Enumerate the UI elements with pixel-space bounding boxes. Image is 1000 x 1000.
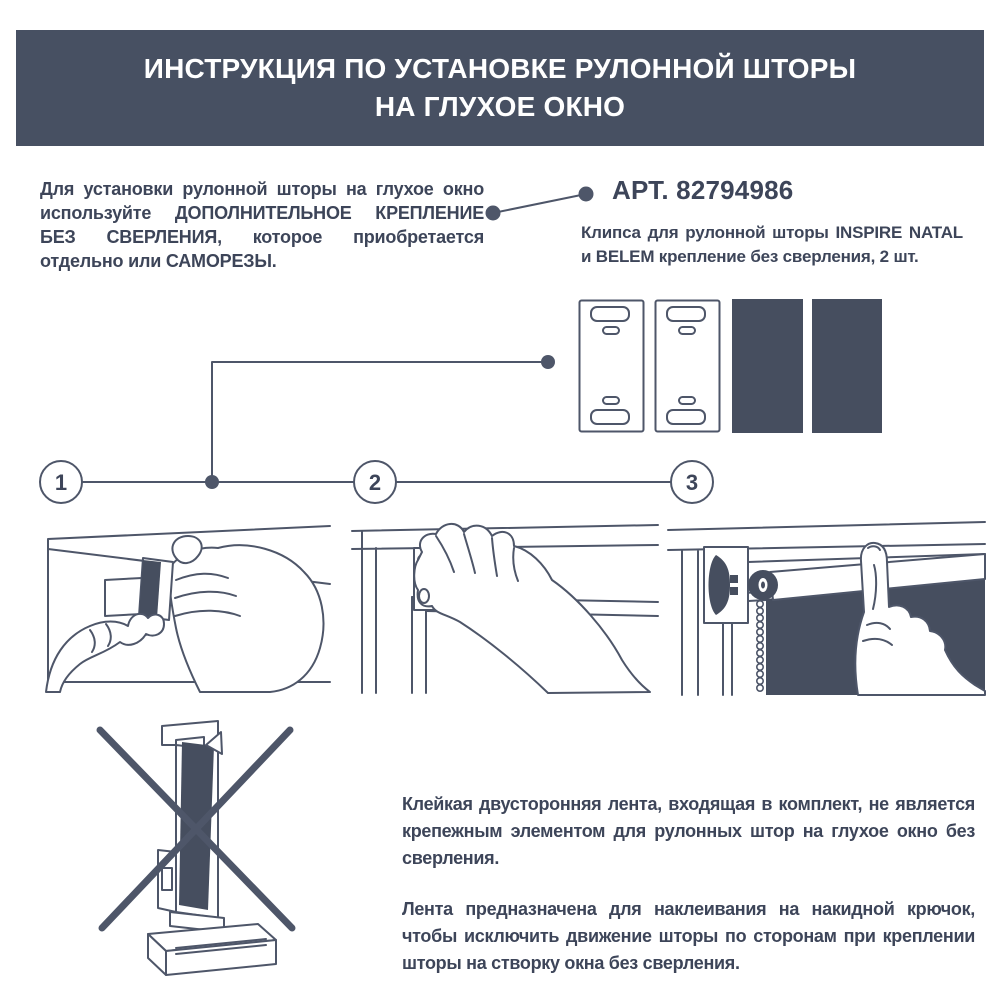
step3-mount-blind-illustration [668,515,985,695]
bead-chain-icon [757,601,763,691]
step2-press-clip-illustration [352,518,658,693]
step-badge-2 [354,461,396,503]
article-number: АРТ. 82794986 [612,175,794,205]
warning-paragraph-2: Лента предназначена для наклеивания на накидной крючок, чтобы исключить движение шторы по сторонам при креплении шторы на створку окна без сверления. [402,899,975,973]
step1-peel-adhesive-illustration [30,518,335,693]
header-banner [16,30,984,146]
callout-connector-icon [485,186,597,222]
clip-outline-icon [578,299,645,433]
page-title-line1: ИНСТРУКЦИЯ ПО УСТАНОВКЕ РУЛОННОЙ ШТОРЫ [143,53,857,84]
step-number: 1 [54,470,68,495]
adhesive-strip-icon [732,299,803,433]
steps-timeline [0,458,1000,506]
step-badge-3 [671,461,713,503]
page-title-line2: НА ГЛУХОЕ ОКНО [374,91,626,122]
step-number: 3 [685,470,699,495]
adhesive-strip-icon [812,299,882,433]
step-badge-1 [40,461,82,503]
product-description: Клипса для рулонной шторы INSPIRE NATAL и BELEM крепление без сверления, 2 шт. [581,223,963,266]
clip-outline-icon [654,299,721,433]
warning-paragraph-1: Клейкая двусторонняя лента, входящая в комплект, не является крепежным элементом для рулонных штор на глухое окно без сверления. [402,794,975,868]
intro-paragraph: Для установки рулонной шторы на глухое окно используйте ДОПОЛНИТЕЛЬНОЕ КРЕПЛЕНИЕ БЕЗ СВЕРЛЕНИЯ, которое приобретается отдельно или САМОРЕЗЫ. [40,179,484,271]
step-number: 2 [368,470,382,495]
tape-not-fastener-prohibited-illustration [78,700,348,980]
